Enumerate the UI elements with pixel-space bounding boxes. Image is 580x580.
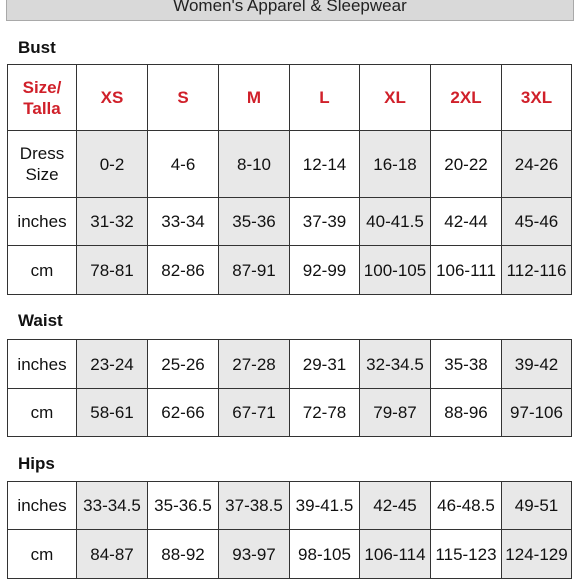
size-xl: XL	[360, 65, 431, 131]
size-l: L	[290, 65, 360, 131]
table-cell: 67-71	[219, 389, 290, 437]
table-cell: 42-45	[360, 482, 431, 530]
table-cell: 45-46	[502, 198, 572, 246]
row-label-inches: inches	[8, 198, 77, 246]
table-cell: 88-92	[148, 530, 219, 579]
size-3xl: 3XL	[502, 65, 572, 131]
table-cell: 82-86	[148, 246, 219, 295]
table-cell: 106-114	[360, 530, 431, 579]
table-cell: 37-39	[290, 198, 360, 246]
table-cell: 24-26	[502, 131, 572, 198]
section-label-bust: Bust	[18, 38, 56, 57]
table-cell: 35-36	[219, 198, 290, 246]
table-cell: 46-48.5	[431, 482, 502, 530]
table-cell: 79-87	[360, 389, 431, 437]
section-label-hips: Hips	[18, 454, 55, 473]
table-cell: 20-22	[431, 131, 502, 198]
table-cell: 98-105	[290, 530, 360, 579]
row-label-dress-size: Dress Size	[8, 131, 77, 198]
table-cell: 0-2	[77, 131, 148, 198]
row-label-inches: inches	[8, 482, 77, 530]
bust-size-table	[7, 64, 572, 295]
table-cell: 4-6	[148, 131, 219, 198]
table-cell: 88-96	[431, 389, 502, 437]
table-cell: 23-24	[77, 340, 148, 389]
table-cell: 100-105	[360, 246, 431, 295]
section-label-waist: Waist	[18, 311, 63, 330]
table-cell: 32-34.5	[360, 340, 431, 389]
size-header-row	[8, 65, 572, 131]
table-cell: 115-123	[431, 530, 502, 579]
size-talla-label: Size/ Talla	[8, 65, 77, 131]
table-cell: 49-51	[502, 482, 572, 530]
table-cell: 124-129	[502, 530, 572, 579]
table-row	[8, 198, 572, 246]
table-cell: 78-81	[77, 246, 148, 295]
table-cell: 92-99	[290, 246, 360, 295]
table-cell: 39-41.5	[290, 482, 360, 530]
table-cell: 8-10	[219, 131, 290, 198]
table-cell: 33-34.5	[77, 482, 148, 530]
table-row	[8, 340, 572, 389]
row-label-cm: cm	[8, 246, 77, 295]
size-m: M	[219, 65, 290, 131]
size-xs: XS	[77, 65, 148, 131]
row-label-cm: cm	[8, 389, 77, 437]
table-cell: 35-38	[431, 340, 502, 389]
table-row	[8, 389, 572, 437]
table-cell: 35-36.5	[148, 482, 219, 530]
hips-size-table	[7, 481, 572, 579]
table-cell: 25-26	[148, 340, 219, 389]
table-cell: 72-78	[290, 389, 360, 437]
table-cell: 62-66	[148, 389, 219, 437]
chart-banner-title: Women's Apparel & Sleepwear	[6, 0, 574, 21]
table-cell: 33-34	[148, 198, 219, 246]
table-cell: 97-106	[502, 389, 572, 437]
table-cell: 37-38.5	[219, 482, 290, 530]
table-cell: 12-14	[290, 131, 360, 198]
size-s: S	[148, 65, 219, 131]
table-cell: 27-28	[219, 340, 290, 389]
row-label-inches: inches	[8, 340, 77, 389]
table-row	[8, 131, 572, 198]
table-cell: 39-42	[502, 340, 572, 389]
table-row	[8, 530, 572, 579]
table-cell: 42-44	[431, 198, 502, 246]
table-cell: 58-61	[77, 389, 148, 437]
waist-size-table	[7, 339, 572, 437]
size-2xl: 2XL	[431, 65, 502, 131]
table-cell: 29-31	[290, 340, 360, 389]
row-label-cm: cm	[8, 530, 77, 579]
table-cell: 84-87	[77, 530, 148, 579]
table-cell: 93-97	[219, 530, 290, 579]
table-cell: 31-32	[77, 198, 148, 246]
table-cell: 106-111	[431, 246, 502, 295]
table-cell: 112-116	[502, 246, 572, 295]
table-row	[8, 482, 572, 530]
table-cell: 16-18	[360, 131, 431, 198]
table-cell: 87-91	[219, 246, 290, 295]
table-row	[8, 246, 572, 295]
table-cell: 40-41.5	[360, 198, 431, 246]
